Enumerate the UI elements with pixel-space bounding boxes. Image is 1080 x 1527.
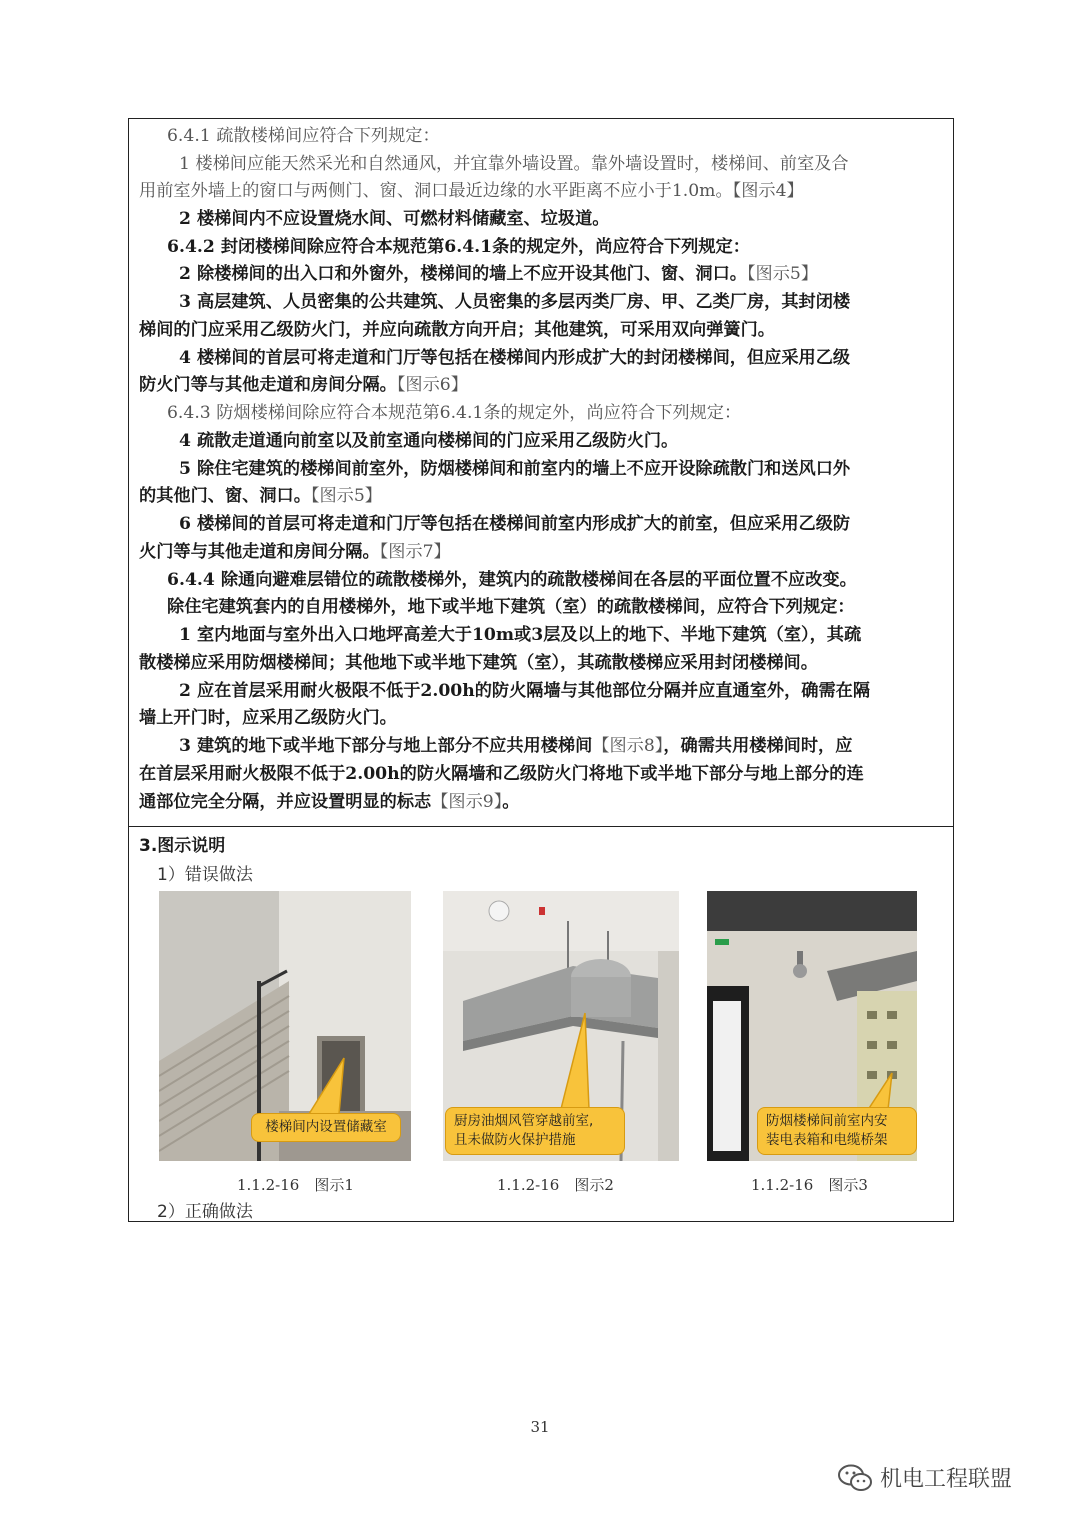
callout-line: 厨房油烟风管穿越前室, [454,1113,594,1129]
figure-3-callout [757,1107,917,1155]
clause-6-4-3: 6.4.3 防烟楼梯间除应符合本规范第6.4.1条的规定外，尚应符合下列规定： [167,403,742,423]
wechat-icon [838,1464,872,1492]
text-line: 2 除楼梯间的出入口和外窗外，楼梯间的墙上不应开设其他门、窗、洞口。【图示5】 [179,264,819,284]
callout-line: 防烟楼梯间前室内安 [766,1113,888,1129]
clause-6-4-2: 6.4.2 封闭楼梯间除应符合本规范第6.4.1条的规定外，尚应符合下列规定： [167,237,750,257]
callout-line: 装电表箱和电缆桥架 [766,1132,888,1148]
figure-1-photo [159,891,411,1161]
text-line: 1 室内地面与室外出入口地坪高差大于10m或3层及以上的地下、半地下建筑（室），其疏 [179,625,862,645]
section-title: 3.图示说明 [139,836,226,856]
figure-3-caption: 1.1.2-16 图示3 [751,1176,868,1194]
correct-practice-label: 2）正确做法 [157,1202,253,1222]
text-line: 防火门等与其他走道和房间分隔。【图示6】 [139,375,468,395]
text-line: 火门等与其他走道和房间分隔。【图示7】 [139,542,451,562]
text-line: 4 楼梯间的首层可将走道和门厅等包括在楼梯间内形成扩大的封闭楼梯间，但应采用乙级 [179,348,851,368]
text-line: 4 疏散走道通向前室以及前室通向楼梯间的门应采用乙级防火门。 [179,431,679,451]
text-line: 3 建筑的地下或半地下部分与地上部分不应共用楼梯间【图示8】，确需共用楼梯间时，应 [179,736,853,756]
text-line: 2 应在首层采用耐火极限不低于2.00h的防火隔墙与其他部位分隔并应直通室外，确需在隔 [179,681,871,701]
text-line: 散楼梯应采用防烟楼梯间；其他地下或半地下建筑（室），其疏散楼梯应采用封闭楼梯间。 [139,653,818,673]
callout-line: 且未做防火保护措施 [454,1132,576,1148]
callout-pointer [299,1056,349,1116]
text-line: 2 楼梯间内不应设置烧水间、可燃材料储藏室、垃圾道。 [179,209,610,229]
text-line: 梯间的门应采用乙级防火门，并应向疏散方向开启；其他建筑，可采用双向弹簧门。 [139,320,775,340]
section-divider [129,826,953,827]
text-line: 通部位完全分隔，并应设置明显的标志【图示9】。 [139,792,520,812]
text-line: 1 楼梯间应能天然采光和自然通风，并宜靠外墙设置。靠外墙设置时，楼梯间、前室及合 [179,154,849,174]
text-line: 的其他门、窗、洞口。【图示5】 [139,486,382,506]
text-line: 墙上开门时，应采用乙级防火门。 [139,708,397,728]
figure-1-caption: 1.1.2-16 图示1 [237,1176,354,1194]
text-line: 用前室外墙上的窗口与两侧门、窗、洞口最近边缘的水平距离不应小于1.0m。【图示4】 [139,181,804,201]
content-table [128,118,954,1222]
watermark-text: 机电工程联盟 [880,1467,1013,1492]
text-line: 6 楼梯间的首层可将走道和门厅等包括在楼梯间前室内形成扩大的前室，但应采用乙级防 [179,514,851,534]
callout-pointer [555,1011,595,1111]
figure-1-callout: 楼梯间内设置储藏室 [251,1113,401,1142]
figure-2-caption: 1.1.2-16 图示2 [497,1176,614,1194]
text-line: 除住宅建筑套内的自用楼梯外，地下或半地下建筑（室）的疏散楼梯间，应符合下列规定： [167,597,855,617]
text-line: 在首层采用耐火极限不低于2.00h的防火隔墙和乙级防火门将地下或半地下部分与地上部分的连 [139,764,864,784]
clause-6-4-4: 6.4.4 除通向避难层错位的疏散楼梯外，建筑内的疏散楼梯间在各层的平面位置不应改变。 [167,570,857,590]
watermark [838,1462,1012,1493]
text-line: 5 除住宅建筑的楼梯间前室外，防烟楼梯间和前室内的墙上不应开设除疏散门和送风口外 [179,459,851,479]
wrong-practice-label: 1）错误做法 [157,865,253,885]
page-number: 31 [530,1418,550,1436]
text-line: 3 高层建筑、人员密集的公共建筑、人员密集的多层丙类厂房、甲、乙类厂房，其封闭楼 [179,292,851,312]
figure-3-photo [707,891,917,1161]
figure-2-callout [445,1107,625,1155]
clause-6-4-1: 6.4.1 疏散楼梯间应符合下列规定： [167,126,440,146]
figure-2-photo [443,891,679,1161]
